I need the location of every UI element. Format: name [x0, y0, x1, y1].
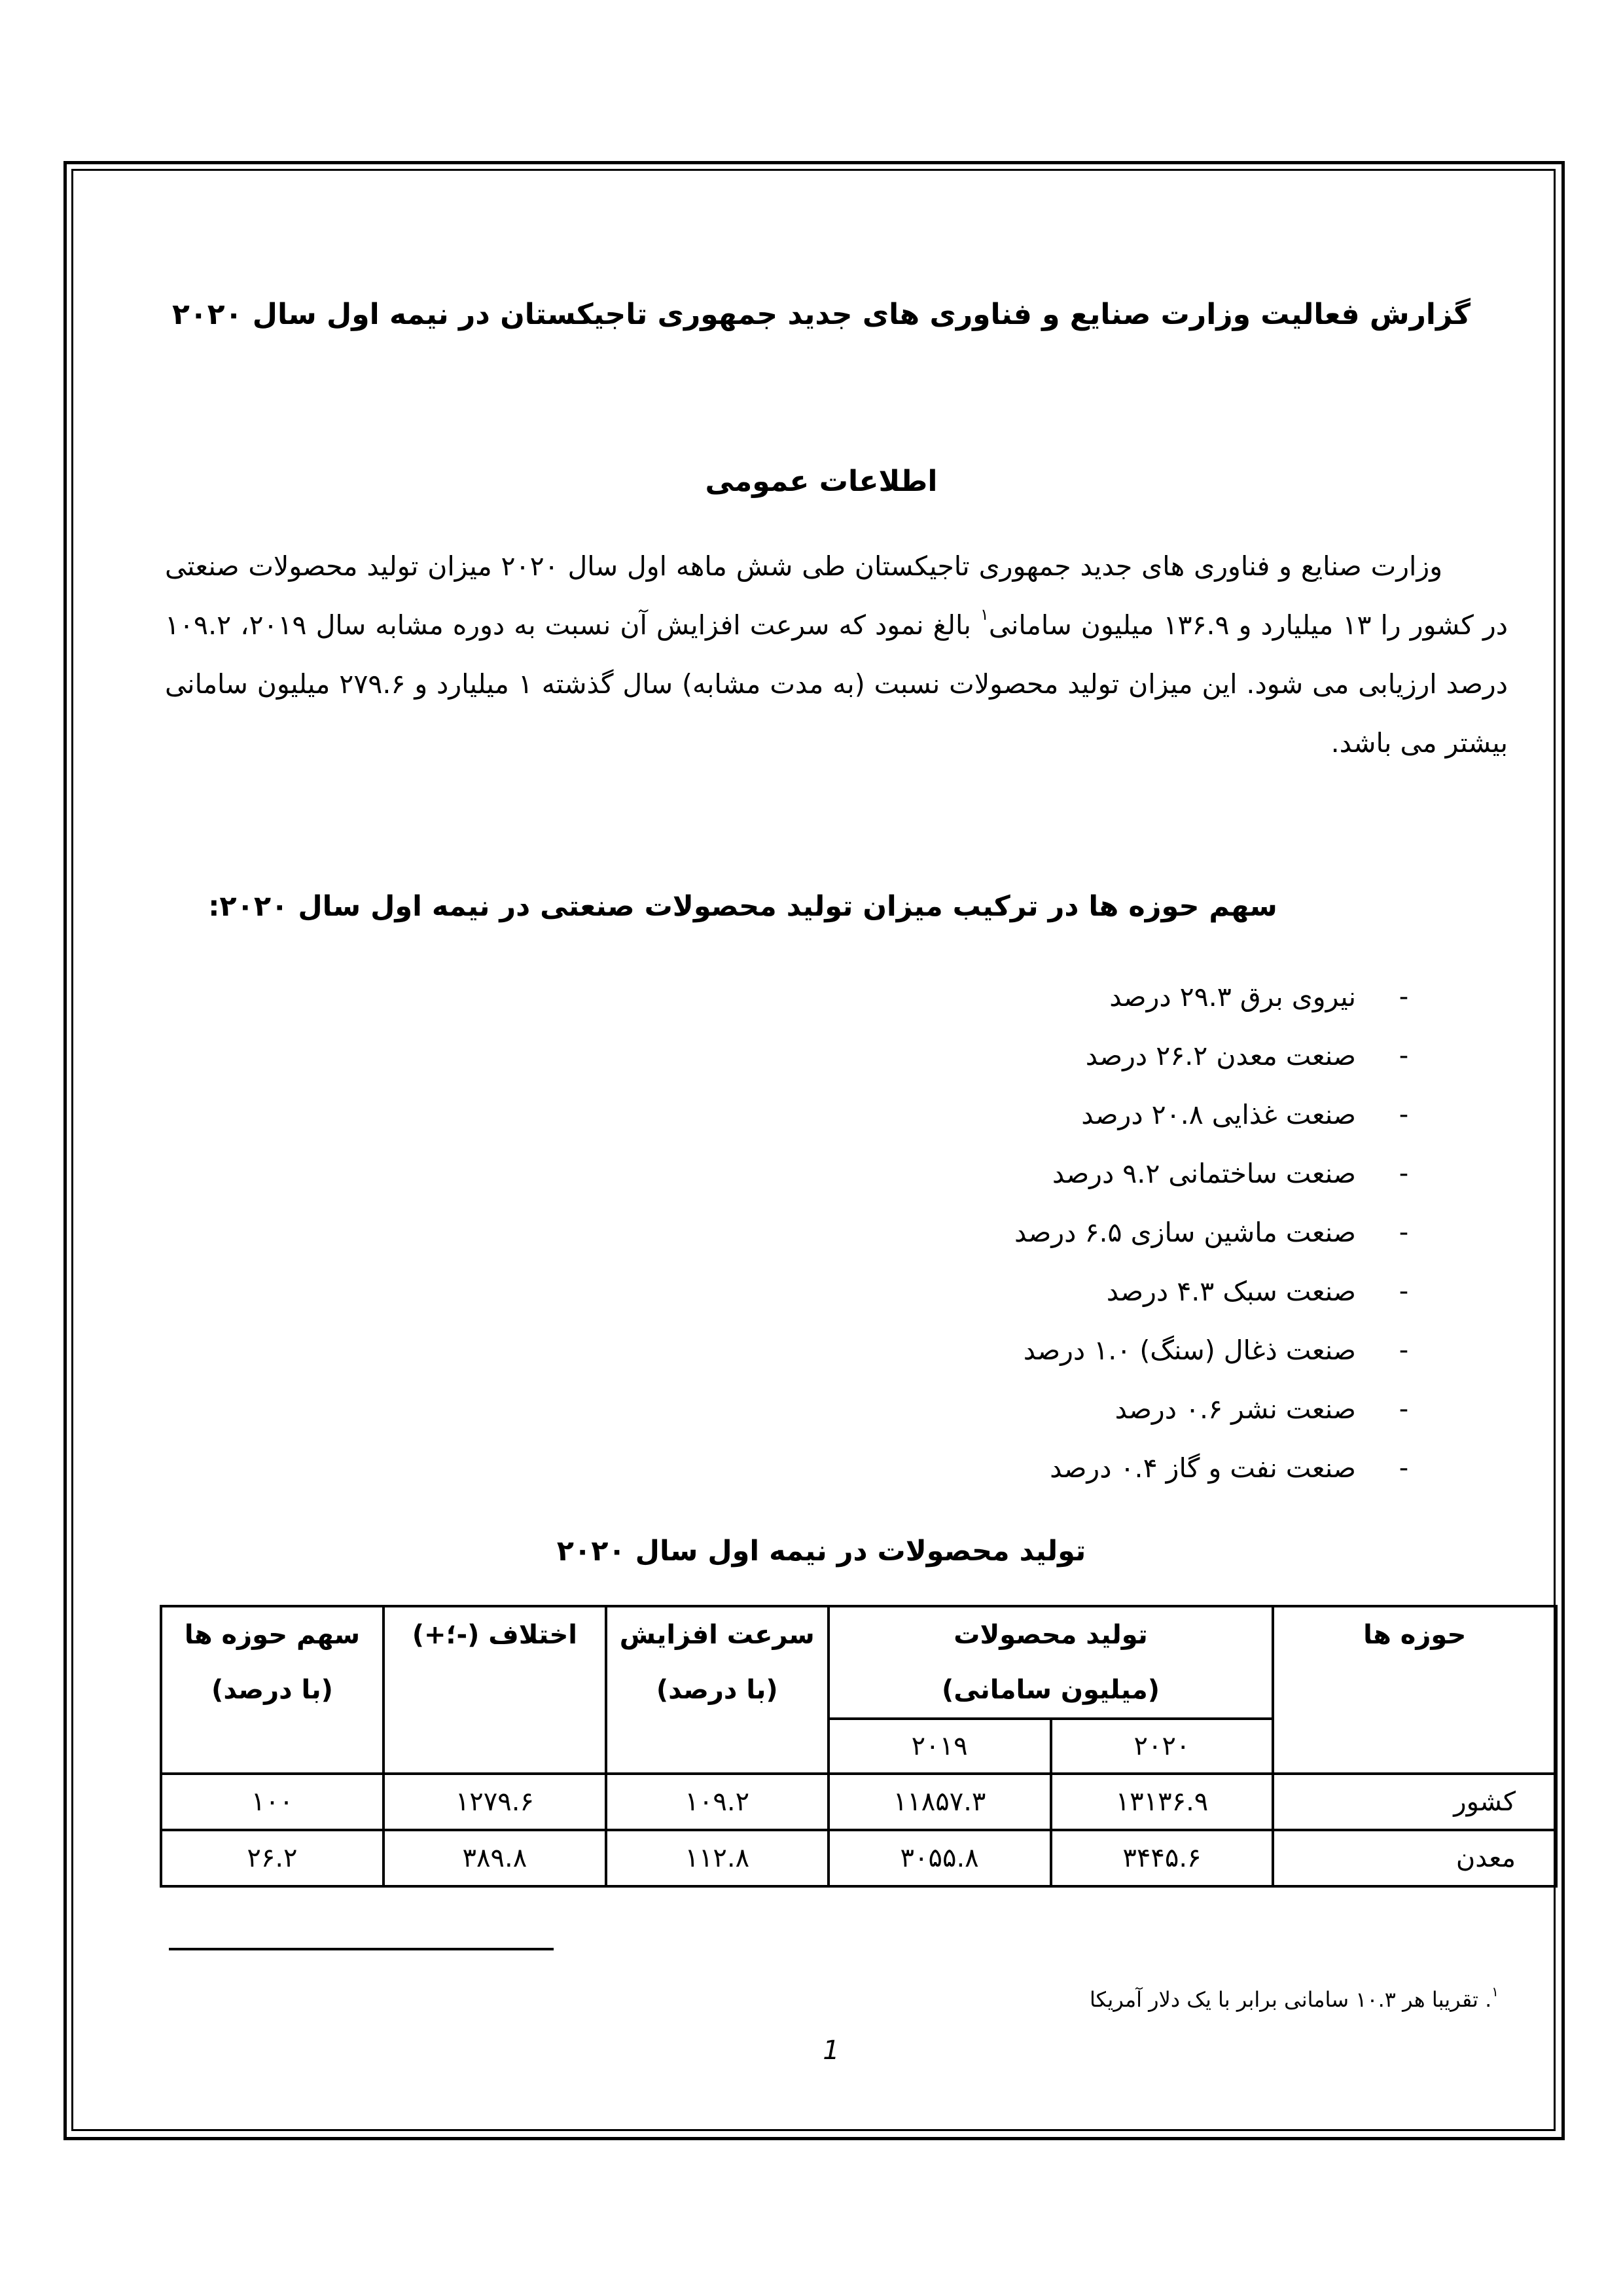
- list-item: [1014, 1439, 1427, 1498]
- document-title: گزارش فعالیت وزارت صنایع و فناوری های جدید جمهوری تاجیکستان در نیمه اول سال ۲۰۲۰: [172, 298, 1471, 331]
- list-item: [1014, 1321, 1427, 1380]
- list-item: [1014, 1085, 1427, 1144]
- dash-bullet-icon: -: [1399, 1041, 1409, 1071]
- list-item: [1014, 1262, 1427, 1321]
- list-item: [1014, 1144, 1427, 1203]
- list-item-text: نیروی برق ۲۹.۳ درصد: [1109, 981, 1356, 1013]
- cell-diff: ۱۲۷۹.۶: [383, 1774, 606, 1830]
- dash-bullet-icon: -: [1399, 982, 1409, 1012]
- list-item-text: صنعت سبک ۴.۳ درصد: [1106, 1276, 1356, 1307]
- header-production: [829, 1606, 1274, 1719]
- dash-bullet-icon: -: [1399, 1100, 1409, 1130]
- header-diff-label: اختلاف (-؛+): [412, 1620, 578, 1650]
- header-share-line1: سهم حوزه ها: [184, 1620, 361, 1650]
- header-growth-rate: [606, 1606, 829, 1774]
- cell-area: معدن: [1273, 1830, 1556, 1886]
- cell-share: ۱۰۰: [161, 1774, 383, 1830]
- table-row: [161, 1830, 1556, 1886]
- table-row: [161, 1774, 1556, 1830]
- list-item: [1014, 1026, 1427, 1085]
- header-share-line2: (با درصد): [211, 1675, 333, 1705]
- list-item-text: صنعت نفت و گاز ۰.۴ درصد: [1050, 1452, 1356, 1484]
- header-year-2020: ۲۰۲۰: [1051, 1719, 1274, 1774]
- footnote-marker: ۱: [1491, 1984, 1499, 2000]
- list-item: [1014, 1203, 1427, 1262]
- dash-bullet-icon: -: [1399, 1276, 1409, 1306]
- list-item: [1014, 1380, 1427, 1439]
- header-share: [161, 1606, 383, 1774]
- dash-bullet-icon: -: [1399, 1453, 1409, 1483]
- cell-2019: ۳۰۵۵.۸: [829, 1830, 1051, 1886]
- intro-paragraph: [165, 537, 1508, 772]
- header-rate-line2: (با درصد): [656, 1675, 778, 1705]
- header-area: [1273, 1606, 1556, 1774]
- list-item: [1014, 967, 1427, 1026]
- cell-2019: ۱۱۸۵۷.۳: [829, 1774, 1051, 1830]
- table-header-row: [161, 1606, 1556, 1719]
- footnote-text: . تقریبا هر ۱۰.۳ سامانی برابر با یک دلار آمریکا: [1089, 1987, 1492, 2012]
- cell-diff: ۳۸۹.۸: [383, 1830, 606, 1886]
- sector-share-list: [1014, 967, 1427, 1498]
- list-item-text: صنعت معدن ۲۶.۲ درصد: [1085, 1040, 1356, 1071]
- table-title: تولید محصولات در نیمه اول سال ۲۰۲۰: [556, 1535, 1086, 1568]
- header-area-label: حوزه ها: [1363, 1620, 1467, 1650]
- footnote-reference[interactable]: ۱: [980, 605, 989, 624]
- dash-bullet-icon: -: [1399, 1394, 1409, 1424]
- header-rate-line1: سرعت افزایش: [619, 1620, 815, 1650]
- paragraph-text-part1: وزارت صنایع و فناوری های جدید جمهوری تاجیکستان طی شش ماهه اول سال ۲۰۲۰ میزان تولید محصولات صنعتی در کشور را ۱۳ میلیارد و ۱۳۶.۹ میلیون سامانی: [165, 550, 1508, 641]
- footnote: [1090, 1980, 1499, 2019]
- dash-bullet-icon: -: [1399, 1217, 1409, 1247]
- header-production-line1: تولید محصولات: [954, 1620, 1148, 1650]
- header-production-line2: (میلیون سامانی): [942, 1675, 1160, 1705]
- production-table: [160, 1605, 1558, 1888]
- cell-rate: ۱۰۹.۲: [606, 1774, 829, 1830]
- cell-rate: ۱۱۲.۸: [606, 1830, 829, 1886]
- header-difference: [383, 1606, 606, 1774]
- cell-area: کشور: [1273, 1774, 1556, 1830]
- list-item-text: صنعت ذغال (سنگ) ۱.۰ درصد: [1023, 1335, 1356, 1366]
- list-item-text: صنعت غذایی ۲۰.۸ درصد: [1081, 1099, 1356, 1130]
- page-number: 1: [823, 2036, 840, 2066]
- dash-bullet-icon: -: [1399, 1158, 1409, 1189]
- dash-bullet-icon: -: [1399, 1335, 1409, 1365]
- section-heading-general-info: اطلاعات عمومی: [705, 465, 938, 498]
- cell-2020: ۳۴۴۵.۶: [1051, 1830, 1274, 1886]
- list-item-text: صنعت ماشین سازی ۶.۵ درصد: [1014, 1217, 1356, 1248]
- cell-2020: ۱۳۱۳۶.۹: [1051, 1774, 1274, 1830]
- sector-share-heading: سهم حوزه ها در ترکیب میزان تولید محصولات صنعتی در نیمه اول سال ۲۰۲۰:: [208, 890, 1277, 923]
- paragraph-text-part2: بالغ نمود که سرعت افزایش آن نسبت به دوره مشابه سال ۲۰۱۹، ۱۰۹.۲ درصد ارزیابی می شود. این میزان تولید محصولات نسبت (به مدت مشابه) سال گذشته ۱ میلیارد و ۲۷۹.۶ میلیون سامانی بیشتر می باشد.: [165, 609, 1508, 759]
- header-year-2019: ۲۰۱۹: [829, 1719, 1051, 1774]
- list-item-text: صنعت ساختمانی ۹.۲ درصد: [1052, 1158, 1356, 1189]
- cell-share: ۲۶.۲: [161, 1830, 383, 1886]
- list-item-text: صنعت نشر ۰.۶ درصد: [1115, 1393, 1356, 1425]
- footnote-separator: [169, 1948, 554, 1950]
